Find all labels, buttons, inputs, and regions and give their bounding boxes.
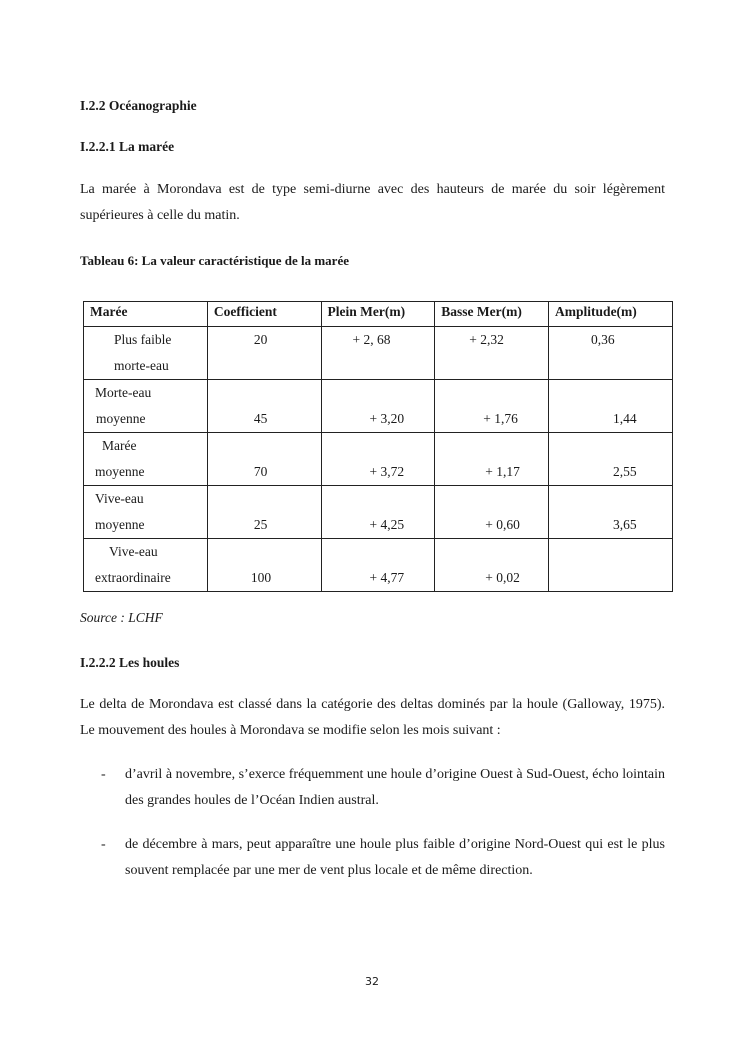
header-maree: Marée: [84, 302, 208, 327]
cell-coefficient: [207, 327, 321, 380]
table-row: [84, 433, 673, 486]
amplitude-value: 2,55: [613, 464, 637, 479]
amplitude-value: 3,65: [613, 517, 637, 532]
row-name-line2: moyenne: [95, 517, 145, 532]
cell-basse-mer: [435, 327, 549, 380]
header-coefficient: Coefficient: [207, 302, 321, 327]
row-name-line1: Plus faible: [114, 332, 172, 347]
basse-mer-value: + 1,17: [485, 464, 520, 479]
cell-plein-mer: [321, 433, 435, 486]
plein-mer-value: + 4,77: [369, 570, 405, 585]
table-row: [84, 327, 673, 380]
basse-mer-value: + 1,76: [483, 411, 518, 426]
cell-amplitude: [549, 433, 673, 486]
coefficient-value: 20: [253, 332, 268, 347]
row-name-line1: Vive-eau: [95, 491, 144, 506]
subsection-heading-maree: I.2.2.1 La marée: [80, 139, 175, 154]
cell-plein-mer: [321, 327, 435, 380]
basse-mer-value: + 2,32: [469, 332, 504, 347]
row-name-line1: Morte-eau: [95, 385, 152, 400]
tide-table: [83, 301, 673, 592]
cell-amplitude: [549, 486, 673, 539]
cell-amplitude: [549, 539, 673, 592]
row-name-line1: Marée: [102, 438, 137, 453]
row-name-line2: moyenne: [95, 464, 145, 479]
swell-paragraph: Le delta de Morondava est classé dans la catégorie des deltas dominés par la houle (Galloway, 1975). Le mouvement des houles à Morondava se modifie selon les mois suivant :: [80, 697, 665, 738]
amplitude-value: 1,44: [613, 411, 637, 426]
plein-mer-value: + 4,25: [369, 517, 405, 532]
cell-amplitude: [549, 327, 673, 380]
subsection-heading-houles: I.2.2.2 Les houles: [80, 655, 180, 670]
cell-plein-mer: [321, 486, 435, 539]
cell-coefficient: [207, 486, 321, 539]
plein-mer-value: + 3,20: [369, 411, 405, 426]
bullet-text: de décembre à mars, peut apparaître une houle plus faible d’origine Nord-Ouest qui est le plus souvent remplacée par une mer de vent plus locale et de même direction.: [125, 837, 665, 878]
table-row: [84, 380, 673, 433]
amplitude-value: 0,36: [591, 332, 615, 347]
bullet-marker: -: [101, 837, 106, 852]
row-name-line1: Vive-eau: [109, 544, 158, 559]
cell-maree: [84, 539, 208, 592]
coefficient-value: 45: [253, 411, 268, 426]
cell-plein-mer: [321, 539, 435, 592]
cell-basse-mer: [435, 433, 549, 486]
coefficient-value: 25: [253, 517, 268, 532]
table-row: [84, 486, 673, 539]
header-amplitude: Amplitude(m): [549, 302, 673, 327]
page-number: 32: [365, 975, 379, 988]
cell-maree: [84, 380, 208, 433]
header-basse-mer: Basse Mer(m): [435, 302, 549, 327]
table-caption: Tableau 6: La valeur caractéristique de la marée: [80, 253, 349, 268]
cell-coefficient: [207, 380, 321, 433]
cell-coefficient: [207, 539, 321, 592]
tide-paragraph: La marée à Morondava est de type semi-diurne avec des hauteurs de marée du soir légèrement supérieures à celle du matin.: [80, 182, 665, 223]
table-row: [84, 539, 673, 592]
row-name-line2: moyenne: [96, 411, 146, 426]
table-header-row: [84, 302, 673, 327]
basse-mer-value: + 0,02: [485, 570, 520, 585]
plein-mer-value: + 2, 68: [352, 332, 391, 347]
header-plein-mer: Plein Mer(m): [321, 302, 435, 327]
table-source: Source : LCHF: [80, 610, 163, 625]
row-name-line2: extraordinaire: [95, 570, 171, 585]
basse-mer-value: + 0,60: [485, 517, 520, 532]
cell-basse-mer: [435, 486, 549, 539]
cell-amplitude: [549, 380, 673, 433]
cell-coefficient: [207, 433, 321, 486]
cell-maree: [84, 327, 208, 380]
cell-basse-mer: [435, 380, 549, 433]
coefficient-value: 70: [253, 464, 268, 479]
cell-maree: [84, 486, 208, 539]
cell-plein-mer: [321, 380, 435, 433]
cell-maree: [84, 433, 208, 486]
cell-basse-mer: [435, 539, 549, 592]
plein-mer-value: + 3,72: [369, 464, 405, 479]
row-name-line2: morte-eau: [114, 358, 169, 373]
coefficient-value: 100: [250, 570, 272, 585]
bullet-text: d’avril à novembre, s’exerce fréquemment une houle d’origine Ouest à Sud-Ouest, écho lointain des grandes houles de l’Océan Indien austral.: [125, 767, 665, 808]
section-heading-oceanographie: I.2.2 Océanographie: [80, 98, 197, 113]
bullet-marker: -: [101, 767, 106, 782]
